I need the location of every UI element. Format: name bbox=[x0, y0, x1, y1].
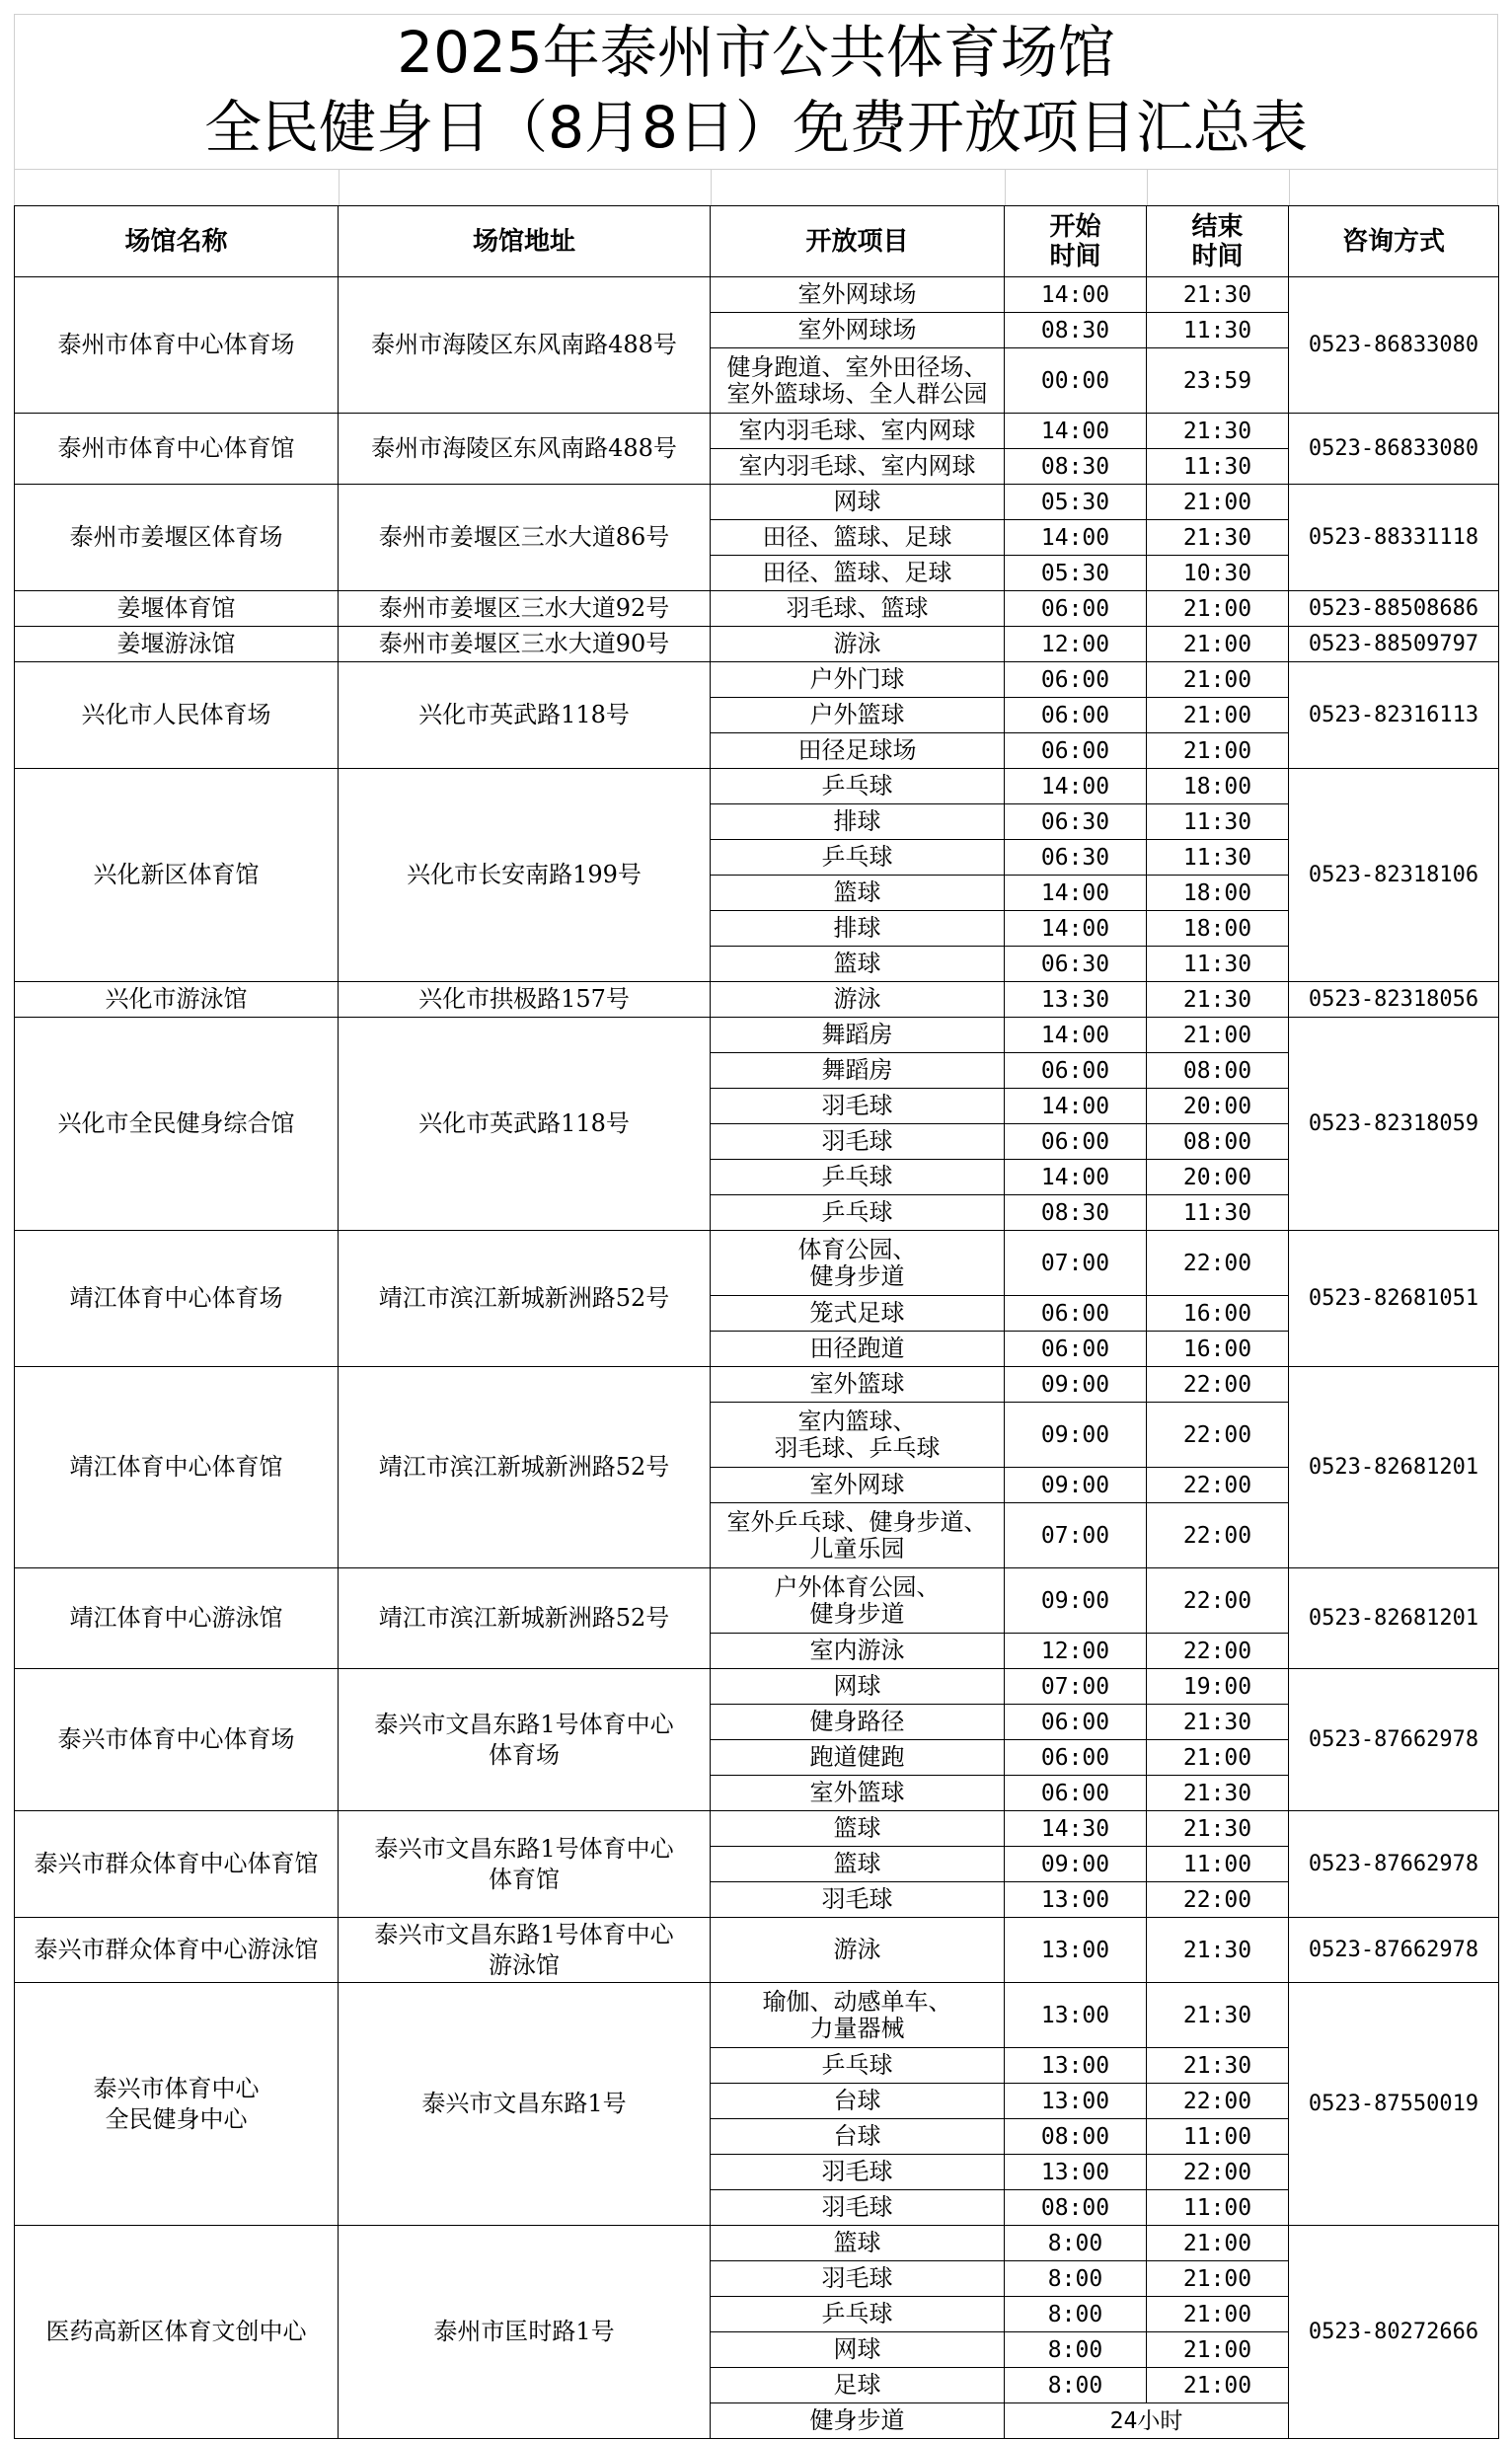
start-time-cell: 8:00 bbox=[1005, 2261, 1147, 2297]
project-cell: 羽毛球 bbox=[711, 2155, 1005, 2190]
end-time-cell: 21:00 bbox=[1147, 2261, 1289, 2297]
title-line-2: 全民健身日（8月8日）免费开放项目汇总表 bbox=[204, 94, 1308, 161]
end-time-cell: 21:30 bbox=[1147, 277, 1289, 313]
project-cell: 户外门球 bbox=[711, 662, 1005, 698]
start-time-cell: 07:00 bbox=[1005, 1231, 1147, 1296]
start-time-cell: 13:00 bbox=[1005, 2084, 1147, 2119]
project-cell: 篮球 bbox=[711, 2226, 1005, 2261]
contact-phone-cell: 0523-82681051 bbox=[1289, 1231, 1499, 1367]
start-time-cell: 14:00 bbox=[1005, 769, 1147, 804]
table-row bbox=[15, 2226, 1499, 2261]
start-time-cell: 06:00 bbox=[1005, 733, 1147, 769]
project-cell: 足球 bbox=[711, 2368, 1005, 2403]
venue-name-cell: 泰兴市体育中心 全民健身中心 bbox=[15, 1983, 339, 2226]
project-cell: 舞蹈房 bbox=[711, 1053, 1005, 1089]
contact-phone-cell: 0523-86833080 bbox=[1289, 277, 1499, 414]
start-time-cell: 06:00 bbox=[1005, 1776, 1147, 1811]
end-time-cell: 11:30 bbox=[1147, 1195, 1289, 1231]
end-time-cell: 22:00 bbox=[1147, 1231, 1289, 1296]
start-time-cell: 14:00 bbox=[1005, 1018, 1147, 1053]
spacer-divider bbox=[339, 170, 340, 205]
table-row bbox=[15, 1811, 1499, 1847]
project-cell: 羽毛球 bbox=[711, 1124, 1005, 1160]
end-time-cell: 11:00 bbox=[1147, 2119, 1289, 2155]
table-row bbox=[15, 277, 1499, 313]
start-time-cell: 08:00 bbox=[1005, 2119, 1147, 2155]
project-cell: 羽毛球 bbox=[711, 2261, 1005, 2297]
table-row bbox=[15, 982, 1499, 1018]
project-cell: 乒乓球 bbox=[711, 1160, 1005, 1195]
end-time-cell: 21:00 bbox=[1147, 698, 1289, 733]
table-row bbox=[15, 627, 1499, 662]
project-cell: 田径跑道 bbox=[711, 1332, 1005, 1367]
table-row bbox=[15, 1367, 1499, 1403]
project-cell: 室内篮球、 羽毛球、乒乓球 bbox=[711, 1403, 1005, 1468]
start-time-cell: 14:00 bbox=[1005, 1160, 1147, 1195]
end-time-cell: 18:00 bbox=[1147, 911, 1289, 947]
start-time-cell: 06:00 bbox=[1005, 1053, 1147, 1089]
table-body bbox=[15, 277, 1499, 2439]
end-time-cell: 21:00 bbox=[1147, 1740, 1289, 1776]
contact-phone-cell: 0523-82681201 bbox=[1289, 1367, 1499, 1568]
end-time-cell: 11:30 bbox=[1147, 449, 1289, 485]
start-time-cell: 13:00 bbox=[1005, 1882, 1147, 1918]
header-venue: 场馆名称 bbox=[15, 206, 339, 277]
venue-name-cell: 兴化新区体育馆 bbox=[15, 769, 339, 982]
venue-name-cell: 泰兴市群众体育中心体育馆 bbox=[15, 1811, 339, 1918]
start-time-cell: 06:00 bbox=[1005, 591, 1147, 627]
end-time-cell: 21:00 bbox=[1147, 1018, 1289, 1053]
project-cell: 乒乓球 bbox=[711, 2048, 1005, 2084]
project-cell: 室外网球 bbox=[711, 1468, 1005, 1503]
end-time-cell: 21:30 bbox=[1147, 1918, 1289, 1983]
spacer-divider bbox=[1289, 170, 1290, 205]
start-time-cell: 8:00 bbox=[1005, 2297, 1147, 2332]
start-time-cell: 06:00 bbox=[1005, 1296, 1147, 1332]
start-time-cell: 00:00 bbox=[1005, 348, 1147, 414]
project-cell: 台球 bbox=[711, 2119, 1005, 2155]
start-time-cell: 08:00 bbox=[1005, 2190, 1147, 2226]
end-time-cell: 21:30 bbox=[1147, 1811, 1289, 1847]
end-time-cell: 23:59 bbox=[1147, 348, 1289, 414]
venue-name-cell: 靖江体育中心体育馆 bbox=[15, 1367, 339, 1568]
start-time-cell: 13:30 bbox=[1005, 982, 1147, 1018]
start-time-cell: 8:00 bbox=[1005, 2332, 1147, 2368]
start-time-cell: 06:00 bbox=[1005, 662, 1147, 698]
start-time-cell: 13:00 bbox=[1005, 2048, 1147, 2084]
start-time-cell: 06:00 bbox=[1005, 1740, 1147, 1776]
venue-address-cell: 泰州市海陵区东风南路488号 bbox=[339, 414, 711, 485]
start-time-cell: 06:30 bbox=[1005, 840, 1147, 876]
end-time-cell: 21:00 bbox=[1147, 662, 1289, 698]
project-cell: 室外网球场 bbox=[711, 277, 1005, 313]
venue-name-cell: 泰州市体育中心体育馆 bbox=[15, 414, 339, 485]
start-time-cell: 12:00 bbox=[1005, 1634, 1147, 1669]
end-time-cell: 21:00 bbox=[1147, 627, 1289, 662]
project-cell: 篮球 bbox=[711, 1847, 1005, 1882]
title-block bbox=[14, 14, 1498, 170]
end-time-cell: 11:30 bbox=[1147, 313, 1289, 348]
contact-phone-cell: 0523-86833080 bbox=[1289, 414, 1499, 485]
start-time-cell: 05:30 bbox=[1005, 485, 1147, 520]
end-time-cell: 11:30 bbox=[1147, 804, 1289, 840]
header-contact: 咨询方式 bbox=[1289, 206, 1499, 277]
end-time-cell: 22:00 bbox=[1147, 1882, 1289, 1918]
start-time-cell: 06:00 bbox=[1005, 698, 1147, 733]
contact-phone-cell: 0523-82316113 bbox=[1289, 662, 1499, 769]
start-time-cell: 07:00 bbox=[1005, 1669, 1147, 1705]
end-time-cell: 18:00 bbox=[1147, 769, 1289, 804]
table-row bbox=[15, 1018, 1499, 1053]
end-time-cell: 21:30 bbox=[1147, 982, 1289, 1018]
end-time-cell: 21:00 bbox=[1147, 2297, 1289, 2332]
title-line-1: 2025年泰州市公共体育场馆 bbox=[397, 19, 1115, 86]
start-time-cell: 06:30 bbox=[1005, 804, 1147, 840]
end-time-cell: 22:00 bbox=[1147, 1568, 1289, 1634]
header-start-time: 开始 时间 bbox=[1005, 206, 1147, 277]
venue-name-cell: 靖江体育中心体育场 bbox=[15, 1231, 339, 1367]
start-time-cell: 14:00 bbox=[1005, 1089, 1147, 1124]
start-time-cell: 07:00 bbox=[1005, 1503, 1147, 1568]
project-cell: 网球 bbox=[711, 1669, 1005, 1705]
end-time-cell: 11:30 bbox=[1147, 947, 1289, 982]
end-time-cell: 22:00 bbox=[1147, 1503, 1289, 1568]
project-cell: 室内羽毛球、室内网球 bbox=[711, 414, 1005, 449]
venue-name-cell: 姜堰体育馆 bbox=[15, 591, 339, 627]
project-cell: 乒乓球 bbox=[711, 2297, 1005, 2332]
end-time-cell: 11:00 bbox=[1147, 2190, 1289, 2226]
end-time-cell: 21:30 bbox=[1147, 1705, 1289, 1740]
table-row bbox=[15, 1669, 1499, 1705]
contact-phone-cell: 0523-87550019 bbox=[1289, 1983, 1499, 2226]
start-time-cell: 14:00 bbox=[1005, 414, 1147, 449]
project-cell: 体育公园、 健身步道 bbox=[711, 1231, 1005, 1296]
project-cell: 田径、篮球、足球 bbox=[711, 556, 1005, 591]
project-cell: 乒乓球 bbox=[711, 1195, 1005, 1231]
project-cell: 健身跑道、室外田径场、 室外篮球场、全人群公园 bbox=[711, 348, 1005, 414]
start-time-cell: 08:30 bbox=[1005, 1195, 1147, 1231]
project-cell: 户外篮球 bbox=[711, 698, 1005, 733]
project-cell: 室外网球场 bbox=[711, 313, 1005, 348]
project-cell: 羽毛球 bbox=[711, 1089, 1005, 1124]
venue-address-cell: 泰州市姜堰区三水大道86号 bbox=[339, 485, 711, 591]
project-cell: 跑道健跑 bbox=[711, 1740, 1005, 1776]
start-time-cell: 14:00 bbox=[1005, 911, 1147, 947]
venue-address-cell: 泰兴市文昌东路1号 bbox=[339, 1983, 711, 2226]
project-cell: 室外乒乓球、健身步道、 儿童乐园 bbox=[711, 1503, 1005, 1568]
end-time-cell: 21:30 bbox=[1147, 1776, 1289, 1811]
project-cell: 舞蹈房 bbox=[711, 1018, 1005, 1053]
venue-name-cell: 兴化市全民健身综合馆 bbox=[15, 1018, 339, 1231]
start-time-cell: 13:00 bbox=[1005, 1918, 1147, 1983]
end-time-cell: 21:00 bbox=[1147, 2368, 1289, 2403]
spacer-divider bbox=[1147, 170, 1148, 205]
start-time-cell: 12:00 bbox=[1005, 627, 1147, 662]
spacer-row bbox=[14, 170, 1498, 205]
venue-address-cell: 泰州市姜堰区三水大道90号 bbox=[339, 627, 711, 662]
table-row bbox=[15, 1983, 1499, 2048]
end-time-cell: 21:30 bbox=[1147, 1983, 1289, 2048]
venue-name-cell: 泰州市姜堰区体育场 bbox=[15, 485, 339, 591]
contact-phone-cell: 0523-82318059 bbox=[1289, 1018, 1499, 1231]
start-time-cell: 13:00 bbox=[1005, 1983, 1147, 2048]
end-time-cell: 21:00 bbox=[1147, 2332, 1289, 2368]
end-time-cell: 10:30 bbox=[1147, 556, 1289, 591]
end-time-cell: 20:00 bbox=[1147, 1089, 1289, 1124]
venue-address-cell: 靖江市滨江新城新洲路52号 bbox=[339, 1367, 711, 1568]
start-time-cell: 05:30 bbox=[1005, 556, 1147, 591]
project-cell: 室内羽毛球、室内网球 bbox=[711, 449, 1005, 485]
venue-address-cell: 靖江市滨江新城新洲路52号 bbox=[339, 1231, 711, 1367]
contact-phone-cell: 0523-82681201 bbox=[1289, 1568, 1499, 1669]
contact-phone-cell: 0523-82318056 bbox=[1289, 982, 1499, 1018]
end-time-cell: 21:00 bbox=[1147, 591, 1289, 627]
project-cell: 田径、篮球、足球 bbox=[711, 520, 1005, 556]
venue-address-cell: 泰州市匡时路1号 bbox=[339, 2226, 711, 2439]
venue-name-cell: 兴化市人民体育场 bbox=[15, 662, 339, 769]
start-time-cell: 14:00 bbox=[1005, 277, 1147, 313]
project-cell: 羽毛球 bbox=[711, 1882, 1005, 1918]
start-time-cell: 14:30 bbox=[1005, 1811, 1147, 1847]
start-time-cell: 06:00 bbox=[1005, 1124, 1147, 1160]
project-cell: 网球 bbox=[711, 485, 1005, 520]
project-cell: 户外体育公园、 健身步道 bbox=[711, 1568, 1005, 1634]
project-cell: 篮球 bbox=[711, 1811, 1005, 1847]
end-time-cell: 22:00 bbox=[1147, 2084, 1289, 2119]
table-row bbox=[15, 662, 1499, 698]
table-row bbox=[15, 1918, 1499, 1983]
project-cell: 篮球 bbox=[711, 876, 1005, 911]
end-time-cell: 16:00 bbox=[1147, 1296, 1289, 1332]
venue-address-cell: 兴化市英武路118号 bbox=[339, 1018, 711, 1231]
start-time-cell: 06:00 bbox=[1005, 1705, 1147, 1740]
end-time-cell: 21:30 bbox=[1147, 520, 1289, 556]
contact-phone-cell: 0523-87662978 bbox=[1289, 1669, 1499, 1811]
end-time-cell: 21:00 bbox=[1147, 733, 1289, 769]
start-time-cell: 09:00 bbox=[1005, 1568, 1147, 1634]
end-time-cell: 22:00 bbox=[1147, 1634, 1289, 1669]
table-row bbox=[15, 769, 1499, 804]
start-time-cell: 09:00 bbox=[1005, 1367, 1147, 1403]
contact-phone-cell: 0523-80272666 bbox=[1289, 2226, 1499, 2439]
spacer-divider bbox=[711, 170, 712, 205]
venue-address-cell: 泰兴市文昌东路1号体育中心 体育馆 bbox=[339, 1811, 711, 1918]
end-time-cell: 21:00 bbox=[1147, 485, 1289, 520]
spacer-divider bbox=[1005, 170, 1006, 205]
end-time-cell: 21:00 bbox=[1147, 2226, 1289, 2261]
venue-address-cell: 兴化市英武路118号 bbox=[339, 662, 711, 769]
venue-name-cell: 泰州市体育中心体育场 bbox=[15, 277, 339, 414]
start-time-cell: 09:00 bbox=[1005, 1847, 1147, 1882]
project-cell: 健身路径 bbox=[711, 1705, 1005, 1740]
venue-address-cell: 靖江市滨江新城新洲路52号 bbox=[339, 1568, 711, 1669]
venue-name-cell: 医药高新区体育文创中心 bbox=[15, 2226, 339, 2439]
start-time-cell: 14:00 bbox=[1005, 520, 1147, 556]
schedule-table bbox=[14, 205, 1499, 2439]
contact-phone-cell: 0523-88509797 bbox=[1289, 627, 1499, 662]
contact-phone-cell: 0523-88331118 bbox=[1289, 485, 1499, 591]
contact-phone-cell: 0523-88508686 bbox=[1289, 591, 1499, 627]
venue-name-cell: 兴化市游泳馆 bbox=[15, 982, 339, 1018]
start-time-cell: 8:00 bbox=[1005, 2368, 1147, 2403]
start-time-cell: 08:30 bbox=[1005, 313, 1147, 348]
end-time-cell: 20:00 bbox=[1147, 1160, 1289, 1195]
start-time-cell: 09:00 bbox=[1005, 1468, 1147, 1503]
header-address: 场馆地址 bbox=[339, 206, 711, 277]
table-row bbox=[15, 414, 1499, 449]
project-cell: 乒乓球 bbox=[711, 840, 1005, 876]
start-time-cell: 8:00 bbox=[1005, 2226, 1147, 2261]
project-cell: 笼式足球 bbox=[711, 1296, 1005, 1332]
header-project: 开放项目 bbox=[711, 206, 1005, 277]
venue-address-cell: 兴化市拱极路157号 bbox=[339, 982, 711, 1018]
venue-name-cell: 姜堰游泳馆 bbox=[15, 627, 339, 662]
venue-address-cell: 泰兴市文昌东路1号体育中心 体育场 bbox=[339, 1669, 711, 1811]
project-cell: 田径足球场 bbox=[711, 733, 1005, 769]
venue-name-cell: 泰兴市群众体育中心游泳馆 bbox=[15, 1918, 339, 1983]
venue-address-cell: 泰州市姜堰区三水大道92号 bbox=[339, 591, 711, 627]
table-row bbox=[15, 591, 1499, 627]
project-cell: 室外篮球 bbox=[711, 1776, 1005, 1811]
start-time-cell: 06:00 bbox=[1005, 1332, 1147, 1367]
contact-phone-cell: 0523-82318106 bbox=[1289, 769, 1499, 982]
project-cell: 游泳 bbox=[711, 1918, 1005, 1983]
header-row bbox=[15, 206, 1499, 277]
all-day-time-cell: 24小时 bbox=[1005, 2403, 1289, 2439]
project-cell: 健身步道 bbox=[711, 2403, 1005, 2439]
project-cell: 排球 bbox=[711, 911, 1005, 947]
contact-phone-cell: 0523-87662978 bbox=[1289, 1918, 1499, 1983]
start-time-cell: 06:30 bbox=[1005, 947, 1147, 982]
project-cell: 乒乓球 bbox=[711, 769, 1005, 804]
end-time-cell: 11:00 bbox=[1147, 1847, 1289, 1882]
project-cell: 羽毛球、篮球 bbox=[711, 591, 1005, 627]
table-row bbox=[15, 485, 1499, 520]
start-time-cell: 08:30 bbox=[1005, 449, 1147, 485]
end-time-cell: 22:00 bbox=[1147, 1403, 1289, 1468]
venue-address-cell: 兴化市长安南路199号 bbox=[339, 769, 711, 982]
end-time-cell: 22:00 bbox=[1147, 1367, 1289, 1403]
start-time-cell: 09:00 bbox=[1005, 1403, 1147, 1468]
header-end-time: 结束 时间 bbox=[1147, 206, 1289, 277]
end-time-cell: 19:00 bbox=[1147, 1669, 1289, 1705]
end-time-cell: 22:00 bbox=[1147, 1468, 1289, 1503]
project-cell: 瑜伽、动感单车、 力量器械 bbox=[711, 1983, 1005, 2048]
venue-name-cell: 靖江体育中心游泳馆 bbox=[15, 1568, 339, 1669]
project-cell: 游泳 bbox=[711, 627, 1005, 662]
end-time-cell: 22:00 bbox=[1147, 2155, 1289, 2190]
table-row bbox=[15, 1231, 1499, 1296]
project-cell: 室内游泳 bbox=[711, 1634, 1005, 1669]
end-time-cell: 08:00 bbox=[1147, 1053, 1289, 1089]
start-time-cell: 13:00 bbox=[1005, 2155, 1147, 2190]
project-cell: 网球 bbox=[711, 2332, 1005, 2368]
project-cell: 台球 bbox=[711, 2084, 1005, 2119]
end-time-cell: 16:00 bbox=[1147, 1332, 1289, 1367]
contact-phone-cell: 0523-87662978 bbox=[1289, 1811, 1499, 1918]
start-time-cell: 14:00 bbox=[1005, 876, 1147, 911]
venue-address-cell: 泰州市海陵区东风南路488号 bbox=[339, 277, 711, 414]
end-time-cell: 11:30 bbox=[1147, 840, 1289, 876]
end-time-cell: 21:30 bbox=[1147, 414, 1289, 449]
venue-address-cell: 泰兴市文昌东路1号体育中心 游泳馆 bbox=[339, 1918, 711, 1983]
project-cell: 排球 bbox=[711, 804, 1005, 840]
project-cell: 羽毛球 bbox=[711, 2190, 1005, 2226]
table-row bbox=[15, 1568, 1499, 1634]
end-time-cell: 08:00 bbox=[1147, 1124, 1289, 1160]
project-cell: 游泳 bbox=[711, 982, 1005, 1018]
end-time-cell: 21:30 bbox=[1147, 2048, 1289, 2084]
venue-name-cell: 泰兴市体育中心体育场 bbox=[15, 1669, 339, 1811]
project-cell: 室外篮球 bbox=[711, 1367, 1005, 1403]
project-cell: 篮球 bbox=[711, 947, 1005, 982]
end-time-cell: 18:00 bbox=[1147, 876, 1289, 911]
